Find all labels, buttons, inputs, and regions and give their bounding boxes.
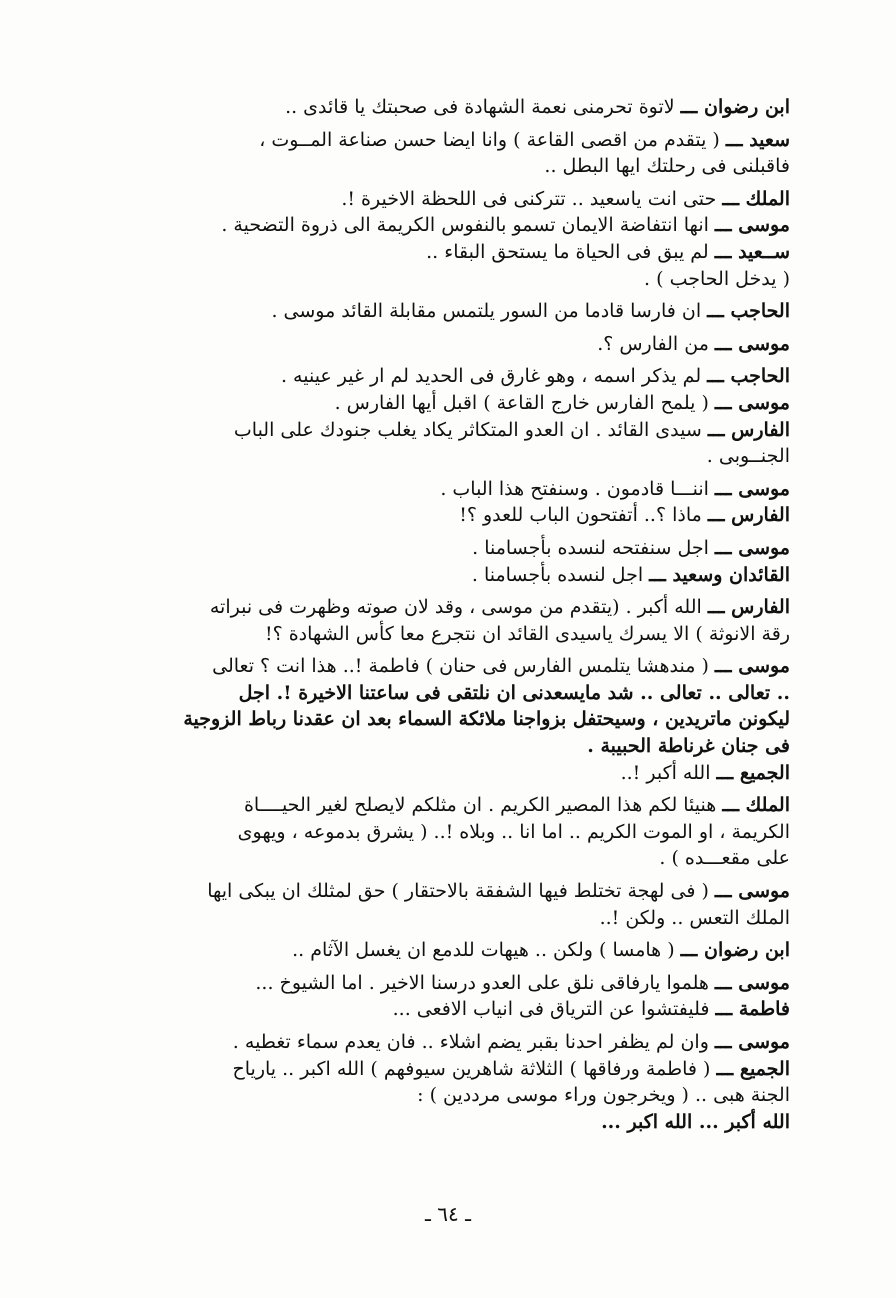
text-line bbox=[110, 996, 790, 1023]
line-text: ( مندهشا يتلمس الفارس فى حنان ) فاطمة !.. هذا انت ؟ تعالى bbox=[212, 655, 715, 678]
speaker-name: الفارس ـــ bbox=[707, 418, 790, 441]
line-text: ( فاطمة ورفاقها ) الثلاثة شاهرين سيوفهم ) الله اكبر .. يارياح bbox=[232, 1057, 717, 1080]
speaker-name: الحاجب ـــ bbox=[707, 300, 790, 323]
text-line bbox=[110, 212, 790, 239]
speaker-name: الله أكبر ... الله اكبر ... bbox=[601, 1110, 790, 1133]
speaker-name: موسى ـــ bbox=[714, 332, 790, 355]
speaker-name: القائدان وسعيد ـــ bbox=[649, 563, 790, 586]
text-line bbox=[110, 417, 790, 444]
speaker-name: سعيد ـــ bbox=[725, 128, 790, 151]
speaker-name: موسى ـــ bbox=[714, 880, 790, 903]
line-text: انها انتفاضة الايمان تسمو بالنفوس الكريمة الى ذروة التضحية . bbox=[221, 214, 715, 237]
line-text: هنيئا لكم هذا المصير الكريم . ان مثلكم لايصلح لغير الحيــــاة bbox=[243, 794, 723, 817]
speaker-name: موسى ـــ bbox=[714, 391, 790, 414]
line-text: ( فى لهجة تختلط فيها الشفقة بالاحتقار ) حق لمثلك ان يبكى ايها bbox=[207, 880, 715, 903]
line-text: على مقعـــده ) . bbox=[659, 847, 790, 870]
text-line bbox=[110, 706, 790, 733]
line-text: اجل سنفتحه لنسده بأجسامنا . bbox=[472, 536, 715, 559]
text-line bbox=[110, 653, 790, 680]
line-text: ( يتقدم من اقصى القاعة ) وانا ايضا حسن صناعة المــوت ، bbox=[259, 128, 726, 151]
line-text: ان فارسا قادما من السور يلتمس مقابلة القائد موسى . bbox=[271, 300, 708, 323]
speaker-name: الجميع ـــ bbox=[716, 1057, 790, 1080]
speaker-name: موسى ـــ bbox=[714, 477, 790, 500]
speaker-name: الفارس ـــ bbox=[707, 504, 790, 527]
line-text: الله أكبر . (يتقدم من موسى ، وقد لان صوته وظهرت فى نبراته bbox=[209, 596, 708, 619]
line-text: لم يذكر اسمه ، وهو غارق فى الحديد لم ار غير عينيه . bbox=[280, 365, 708, 388]
text-line bbox=[110, 363, 790, 390]
text-line bbox=[110, 443, 790, 470]
speaker-name: فاطمة ـــ bbox=[715, 998, 790, 1021]
speaker-name: الحاجب ـــ bbox=[707, 365, 790, 388]
text-line bbox=[110, 905, 790, 932]
text-line bbox=[110, 476, 790, 503]
text-line bbox=[110, 562, 790, 589]
line-text: من الفارس ؟. bbox=[597, 332, 715, 355]
page-number: ـ ٦٤ ـ bbox=[425, 1202, 471, 1226]
text-line bbox=[110, 594, 790, 621]
line-text: .. تعالى .. تعالى .. شد مايسعدنى ان نلتقى فى ساعتنا الاخيرة !. اجل bbox=[238, 681, 790, 704]
line-text: لاتوة تحرمنى نعمة الشهادة فى صحبتك يا قائدى .. bbox=[285, 96, 681, 118]
text-line bbox=[110, 153, 790, 180]
text-line bbox=[110, 878, 790, 905]
text-line bbox=[110, 186, 790, 213]
text-line bbox=[110, 1029, 790, 1056]
line-text: الله أكبر !.. bbox=[620, 761, 717, 784]
speaker-name: موسى ـــ bbox=[714, 536, 790, 559]
text-line bbox=[110, 845, 790, 872]
text-line bbox=[110, 760, 790, 787]
speaker-name: ابن رضوان ـــ bbox=[680, 96, 790, 118]
text-line bbox=[110, 94, 790, 121]
line-text: وان لم يظفر احدنا بقبر يضم اشلاء .. فان يعدم سماء تغطيه . bbox=[232, 1031, 715, 1053]
speaker-name: ابن رضوان ـــ bbox=[680, 939, 790, 962]
line-text: اننـــا قادمون . وسنفتح هذا الباب . bbox=[440, 477, 715, 500]
text-line bbox=[110, 502, 790, 529]
text-line bbox=[110, 1082, 790, 1109]
line-text: حتى انت ياسعيد .. تتركنى فى اللحظة الاخيرة !. bbox=[341, 187, 723, 210]
speaker-name: الجميع ـــ bbox=[716, 761, 790, 784]
text-line bbox=[110, 535, 790, 562]
text-line bbox=[110, 331, 790, 358]
text-line bbox=[110, 239, 790, 266]
line-text: ماذا ؟.. أتفتحون الباب للعدو ؟! bbox=[459, 504, 708, 527]
speaker-name: الفارس ـــ bbox=[707, 596, 790, 619]
speaker-name: الملك ـــ bbox=[722, 187, 790, 210]
text-line bbox=[110, 733, 790, 760]
text-line bbox=[110, 1056, 790, 1083]
speaker-name: موسى ـــ bbox=[714, 214, 790, 237]
text-line bbox=[110, 970, 790, 997]
line-text: الجنة هبى .. ( ويخرجون وراء موسى مرددين ) : bbox=[417, 1084, 790, 1107]
speaker-name: موسى ـــ bbox=[714, 971, 790, 994]
text-line bbox=[110, 1109, 790, 1136]
line-text: الكريمة ، او الموت الكريم .. اما انا .. وبلاه !.. ( يشرق بدموعه ، ويهوى bbox=[237, 820, 790, 843]
line-text: الجنــوبى . bbox=[706, 445, 790, 468]
text-line bbox=[110, 792, 790, 819]
text-line bbox=[110, 621, 790, 648]
speaker-name: موسى ـــ bbox=[714, 1031, 790, 1053]
speaker-name: الملك ـــ bbox=[722, 794, 790, 817]
text-line bbox=[110, 298, 790, 325]
line-text: ليكونن ماتريدين ، وسيحتفل بزواجنا ملائكة السماء بعد ان عقدنا رباط الزوجية bbox=[183, 708, 790, 731]
text-line bbox=[110, 819, 790, 846]
play-text bbox=[110, 94, 790, 1135]
line-text: الملك التعس .. ولكن !.. bbox=[599, 906, 790, 929]
line-text: ( يلمح الفارس خارج القاعة ) اقبل أيها الفارس . bbox=[334, 391, 715, 414]
line-text: فى جنان غرناطة الحبيبة . bbox=[587, 735, 790, 758]
line-text: هلموا يارفاقى نلق على العدو درسنا الاخير . اما الشيوخ ... bbox=[255, 971, 715, 994]
line-text: ( هامسا ) ولكن .. هيهات للدمع ان يغسل الآثام .. bbox=[292, 939, 681, 962]
line-text: لم يبق فى الحياة ما يستحق البقاء .. bbox=[426, 240, 715, 263]
text-line bbox=[110, 390, 790, 417]
line-text: سيدى القائد . ان العدو المتكاثر يكاد يغلب جنودك على الباب bbox=[233, 418, 708, 441]
line-text: فاقبلنى فى رحلتك ايها البطل .. bbox=[544, 155, 790, 178]
line-text: ( يدخل الحاجب ) . bbox=[644, 267, 790, 290]
text-line bbox=[110, 266, 790, 293]
text-line bbox=[110, 680, 790, 707]
text-line bbox=[110, 937, 790, 964]
speaker-name: موسى ـــ bbox=[714, 655, 790, 678]
text-line bbox=[110, 127, 790, 154]
speaker-name: ســعيد ـــ bbox=[714, 240, 790, 263]
line-text: اجل لنسده بأجسامنا . bbox=[471, 563, 650, 586]
line-text: فليفتشوا عن الترياق فى انياب الافعى ... bbox=[392, 998, 716, 1021]
line-text: رقة الانوثة ) الا يسرك ياسيدى القائد ان نتجرع معا كأس الشهادة ؟! bbox=[264, 622, 790, 645]
